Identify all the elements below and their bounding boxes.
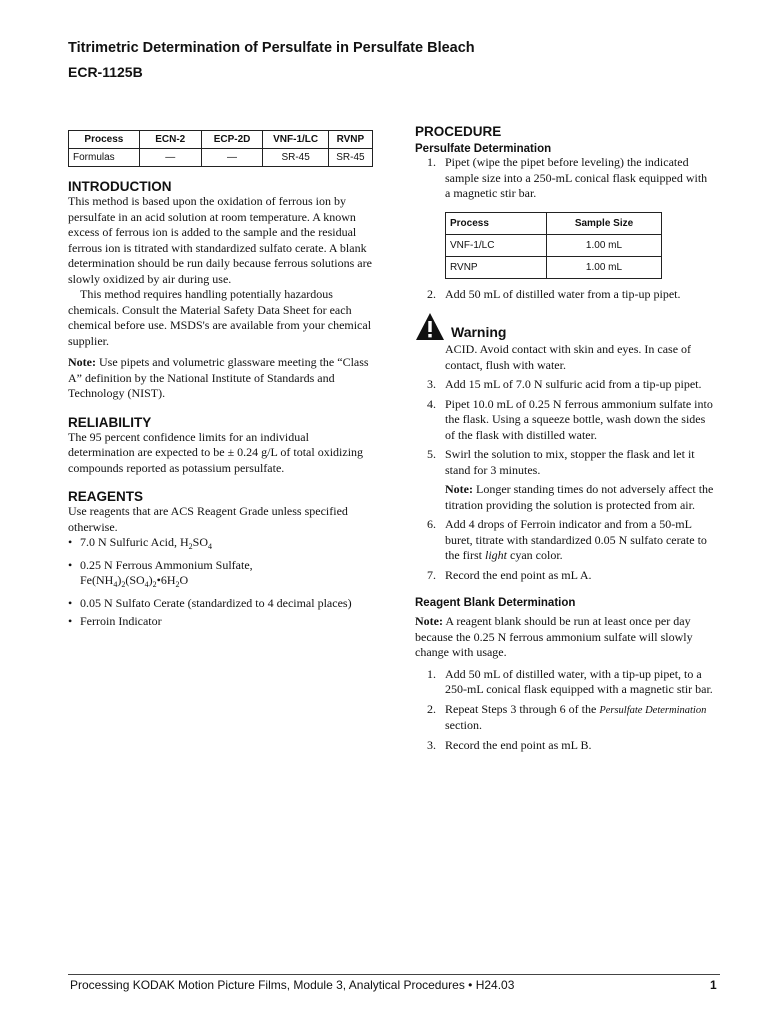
warning-triangle-icon [415, 312, 445, 342]
note-text: A reagent blank should be run at least once per day because the 0.25 N ferrous ammonium sulfate will slowly change with usage. [415, 614, 693, 659]
step-number: 3. [427, 737, 436, 752]
subscript: 2 [188, 542, 193, 551]
step-number: 1. [427, 666, 436, 681]
bullet: • [68, 595, 73, 610]
table-header-cell: VNF-1/LC [263, 131, 328, 149]
step-note [415, 482, 715, 513]
introduction-note [68, 355, 373, 402]
list-item [68, 558, 373, 593]
subscript: 2 [152, 580, 157, 589]
table-header-cell: Sample Size [547, 212, 662, 234]
step-number: 6. [427, 517, 436, 531]
step-text: Pipet 10.0 mL of 0.25 N ferrous ammonium sulfate into the flask. Using a squeeze bottle, wash down the sides of the flask with distilled water. [445, 396, 713, 442]
table-header-cell: RVNP [328, 131, 372, 149]
reagents-heading: REAGENTS [68, 489, 144, 504]
introduction-paragraph: This method is based upon the oxidation of ferrous ion by persulfate in an acid solution at room temperature. A known excess of ferrous ion is added to the sample and the residual ferrous ion is titrated with standardized sulfato cerate. A blank determination should be run daily because ferrous solutions are slowly oxidized by air during use. [68, 194, 372, 286]
step-text: Add 15 mL of 7.0 N sulfuric acid from a tip-up pipet. [445, 377, 702, 391]
table-header-cell: Process [446, 212, 547, 234]
step-text: Add 50 mL of distilled water, with a tip-up pipet, to a 250-mL conical flask equipped with a magnetic stir bar. [445, 666, 713, 696]
step-number: 2. [427, 286, 436, 301]
reagents-list [68, 535, 373, 630]
reagents-paragraph: Use reagents that are ACS Reagent Grade unless specified otherwise. [68, 504, 348, 534]
process-table-header [69, 131, 373, 149]
reagent-formula: (SO [125, 573, 145, 587]
process-table [68, 130, 373, 167]
persulfate-determination-heading: Persulfate Determination [415, 143, 552, 155]
step-text-italic: Persulfate Determination [599, 704, 707, 716]
table-cell: Formulas [69, 149, 140, 167]
subscript: 4 [144, 580, 149, 589]
procedure-step [415, 738, 715, 754]
bullet: • [68, 557, 73, 572]
table-header-cell: ECN-2 [139, 131, 201, 149]
reliability-heading: RELIABILITY [68, 414, 152, 430]
footer-rule [68, 974, 720, 975]
step-text: Record the end point as mL B. [445, 737, 592, 752]
step-number: 5. [427, 447, 436, 461]
step-number: 4. [427, 396, 436, 411]
table-cell: SR-45 [328, 149, 372, 167]
procedure-heading: PROCEDURE [415, 124, 502, 139]
step-number: 2. [427, 701, 436, 716]
procedure-step [415, 397, 715, 444]
step-text: Pipet (wipe the pipet before leveling) the indicated sample size into a 250-mL conical flask equipped with a magnetic stir bar. [445, 155, 708, 200]
procedure-step [415, 568, 715, 584]
step-text: section. [445, 718, 482, 732]
reagent-blank-note [415, 614, 715, 661]
reliability-paragraph: The 95 percent confidence limits for an individual determination are expected to be ± 0.24 g/L of total oxidizing compounds reported as potassium persulfate. [68, 429, 364, 475]
footer-text: Processing KODAK Motion Picture Films, Module 3, Analytical Procedures • H24.03 [70, 978, 515, 992]
procedure-step [415, 377, 715, 393]
note-text: Longer standing times do not adversely affect the titration providing the solution is protected from air. [445, 482, 714, 512]
step-text-italic: light [485, 548, 508, 562]
reagent-formula: Fe(NH [80, 573, 114, 587]
document-code: ECR-1125B [68, 64, 143, 80]
page-number: 1 [710, 978, 717, 992]
procedure-step [415, 702, 715, 734]
reagent-formula: ) [148, 573, 153, 587]
warning-text: ACID. Avoid contact with skin and eyes. In case of contact, flush with water. [445, 342, 692, 372]
subscript: 2 [121, 580, 126, 589]
reagent-text: 0.25 N Ferrous Ammonium Sulfate, [80, 557, 253, 572]
step-text: Repeat Steps 3 through 6 of the [445, 701, 600, 716]
table-cell: SR-45 [263, 149, 328, 167]
note-label: Note: [445, 482, 473, 496]
procedure-step [415, 517, 715, 564]
introduction-paragraph-2: This method requires handling potentially hazardous chemicals. Consult the Material Safety Data Sheet for each chemical before use. MSDS's are available from your chemical supplier. [68, 287, 372, 348]
reagent-text: 7.0 N Sulfuric Acid, H [80, 535, 189, 549]
step-number: 1. [427, 155, 436, 169]
table-row [446, 234, 662, 256]
subscript: 2 [175, 580, 180, 589]
table-row [446, 256, 662, 278]
table-header-cell: ECP-2D [201, 131, 263, 149]
table-cell: — [139, 149, 201, 167]
table-cell: — [201, 149, 263, 167]
step-text: cyan color. [507, 548, 563, 562]
bullet: • [68, 535, 73, 549]
procedure-step [415, 287, 715, 303]
sample-size-table [445, 212, 662, 279]
reagent-text: 0.05 N Sulfato Cerate (standardized to 4 decimal places) [80, 595, 352, 610]
note-label: Note: [68, 355, 96, 369]
table-row [69, 149, 373, 167]
step-text: Add 4 drops of Ferroin indicator and from a 50-mL buret, titrate with standardized 0.05 N sulfato cerate to the first [445, 517, 707, 562]
reagent-formula: •6H [156, 573, 176, 587]
procedure-step [415, 667, 715, 698]
step-text: Record the end point as mL A. [445, 567, 592, 582]
list-item [68, 596, 373, 612]
note-text: Use pipets and volumetric glassware meeting the “Class A” definition by the National Institute of Standards and Technology (NIST). [68, 355, 369, 400]
reagent-text: Ferroin Indicator [80, 614, 162, 628]
step-number: 7. [427, 567, 436, 582]
reagent-formula: ) [117, 573, 122, 587]
subscript: 4 [113, 580, 118, 589]
reagent-blank-heading: Reagent Blank Determination [415, 597, 576, 609]
step-text: Swirl the solution to mix, stopper the flask and let it stand for 3 minutes. [445, 447, 695, 477]
reagent-formula: O [179, 573, 189, 587]
table-cell: 1.00 mL [547, 234, 662, 256]
bullet: • [68, 614, 73, 628]
table-cell: 1.00 mL [547, 256, 662, 278]
warning-block [415, 312, 715, 342]
right-column [415, 124, 715, 757]
reagent-text: SO [192, 535, 208, 549]
procedure-step [415, 447, 715, 478]
table-cell: VNF-1/LC [446, 234, 547, 256]
left-column [68, 130, 373, 633]
sample-table-header [446, 212, 662, 234]
table-cell: RVNP [446, 256, 547, 278]
note-label: Note: [415, 614, 443, 628]
list-item [68, 614, 373, 630]
warning-title: Warning [451, 324, 507, 340]
step-text: Add 50 mL of distilled water from a tip-up pipet. [445, 286, 681, 301]
procedure-step [415, 155, 715, 202]
subscript: 4 [208, 542, 212, 551]
document-title: Titrimetric Determination of Persulfate in Persulfate Bleach [68, 40, 475, 56]
list-item [68, 535, 373, 555]
table-header-cell: Process [69, 131, 140, 149]
step-number: 3. [427, 377, 436, 391]
introduction-heading: INTRODUCTION [68, 179, 172, 194]
